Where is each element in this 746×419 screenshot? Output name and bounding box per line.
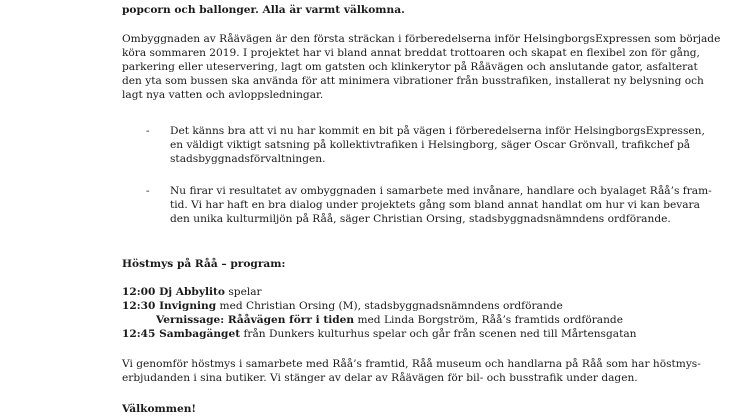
program-item-time-title: 12:30 Invigning [122,300,217,312]
paragraph-line: Ombyggnaden av Råävägen är den första sträckan i förberedelserna inför HelsingborgsExpressen som började [122,33,721,45]
program-item-detail: med Linda Borgström, Råå’s framtids ordförande [354,314,623,326]
program-heading: Höstmys på Råå – program: [122,258,286,270]
paragraph-line: köra sommaren 2019. I projektet har vi bland annat breddat trottoaren och skapat en flexibel zon för gång, [122,47,700,59]
program-item [122,299,563,313]
bullet-dash: - [146,125,150,137]
quote-line: Det känns bra att vi nu har kommit en bit på vägen i förberedelserna inför HelsingborgsExpressen, [170,125,705,137]
paragraph-line: Vi genomför höstmys i samarbete med Råå’s framtid, Råå museum och handlarna på Råå som har höstmys- [122,358,701,370]
paragraph-line: lagt nya vatten och avloppsledningar. [122,89,324,101]
closing-text: Välkommen! [122,403,197,415]
program-item-detail: från Dunkers kulturhus spelar och går från scenen ned till Mårtensgatan [240,328,637,340]
program-item [122,327,636,341]
paragraph-line: den yta som bussen ska använda för att minimera vibrationer från busstrafiken, installerat ny belysning och [122,75,704,87]
program-item-time-title: 12:45 Sambagänget [122,328,241,340]
quote-line: en väldigt viktigt satsning på kollektivtrafiken i Helsingborg, säger Oscar Grönvall, trafikchef på [170,139,691,151]
quote-line: tid. Vi har haft en bra dialog under projektets gång som bland annat handlat om hur vi kan bevara [170,199,700,211]
intro-bold-line: popcorn och ballonger. Alla är varmt välkomna. [122,4,405,16]
program-item [156,313,623,327]
program-item-time-title: Vernissage: Rååvägen förr i tiden [156,314,355,326]
paragraph-line: parkering eller uteservering, lagt om gatsten och klinkerytor på Råävägen och anslutande gator, asfalterat [122,61,698,73]
quote-line: den unika kulturmiljön på Råå, säger Christian Orsing, stadsbyggnadsnämndens ordförande. [170,213,671,225]
quote-line: Nu firar vi resultatet av ombyggnaden i samarbete med invånare, handlare och byalaget Råå’s fram- [170,185,712,197]
program-item-detail: med Christian Orsing (M), stadsbyggnadsnämndens ordförande [216,300,563,312]
bullet-dash: - [146,185,150,197]
program-item-time-title: 12:00 Dj Abbylito [122,286,225,298]
program-item-detail: spelar [225,286,262,298]
program-item [122,285,262,299]
paragraph-line: erbjudanden i sina butiker. Vi stänger av delar av Råävägen för bil- och busstrafik under dagen. [122,372,638,384]
quote-line: stadsbyggnadsförvaltningen. [170,153,326,165]
